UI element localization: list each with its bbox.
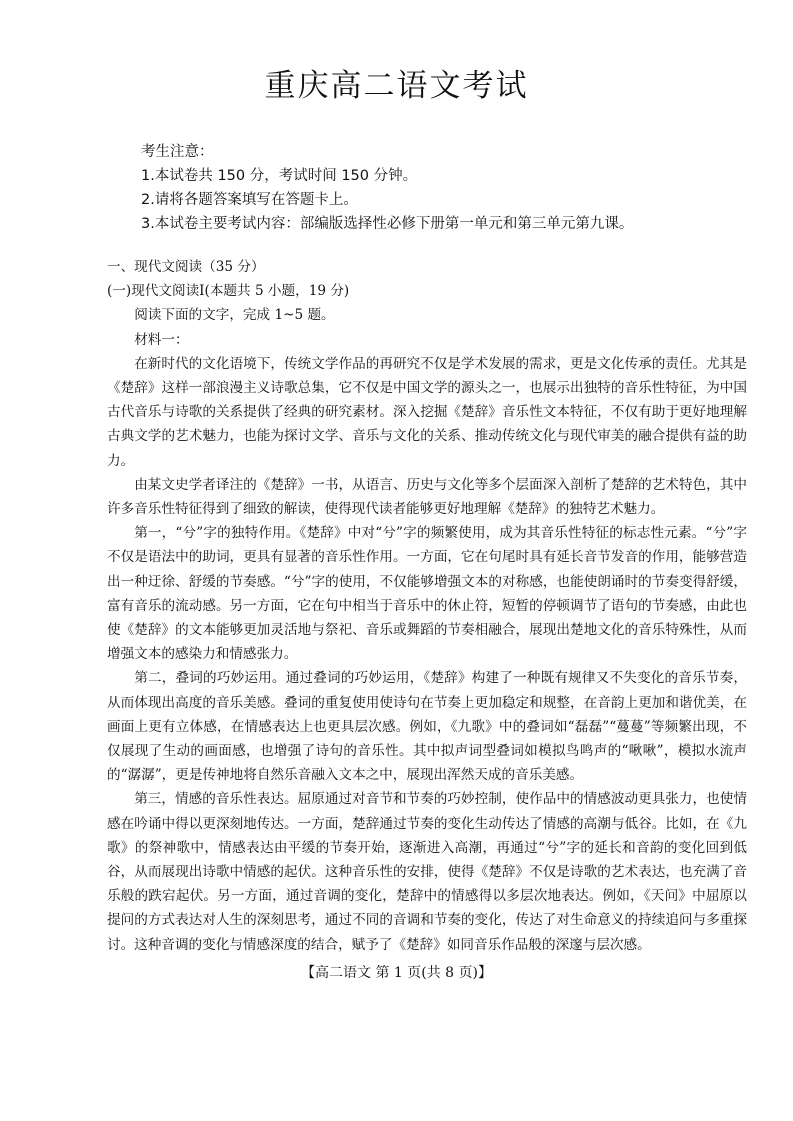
article-paragraph: 第三，情感的音乐性表达。屈原通过对音节和节奏的巧妙控制，使作品中的情感波动更具张力，也使情感在吟诵中得以更深刻地传达。一方面，楚辞通过节奏的变化生动传达了情感的高潮与低谷。比如，在《九歌》的祭神歌中，情感表达由平缓的节奏开始，逐渐进入高潮，再通过“兮”字的延长和音韵的变化回到低谷，从而展现出诗歌中情感的起伏。这种音乐性的安排，使得《楚辞》不仅是诗歌的艺术表达，也充满了音乐般的跌宕起伏。另一方面，通过音调的变化，楚辞中的情感得以多层次地表达。例如，《天问》中屈原以提问的方式表达对人生的深刻思考，通过不同的音调和节奏的变化，传达了对生命意义的持续追问与多重探讨。这种音调的变化与情感深度的结合，赋予了《楚辞》如同音乐作品般的深邃与层次感。 [107, 791, 747, 953]
article-paragraph: 在新时代的文化语境下，传统文学作品的再研究不仅是学术发展的需求，更是文化传承的责任。尤其是《楚辞》这样一部浪漫主义诗歌总集，它不仅是中国文学的源头之一，也展示出独特的音乐性特征，为中国古代音乐与诗歌的关系提供了经典的研究素材。深入挖掘《楚辞》音乐性文本特征，不仅有助于更好地理解古典文学的艺术魅力，也能为探讨文学、音乐与文化的关系、推动传统文化与现代审美的融合提供有益的助力。 [107, 355, 747, 469]
notice-heading: 考生注意： [141, 144, 214, 160]
article-paragraph: 第二，叠词的巧妙运用。通过叠词的巧妙运用，《楚辞》构建了一种既有规律又不失变化的音乐节奏，从而体现出高度的音乐美感。叠词的重复使用使诗句在节奏上更加稳定和规整，在音韵上更加和谐优美，在画面上更有立体感，在情感表达上也更具层次感。例如，《九歌》中的叠词如“磊磊”“蔓蔓”等频繁出现，不仅展现了生动的画面感，也增强了诗句的音乐性。其中拟声词型叠词如模拟鸟鸣声的“啾啾”，模拟水流声的“潺潺”，更是传神地将自然乐音融入文本之中，展现出浑然天成的音乐美感。 [107, 670, 747, 784]
subsection-heading: (一)现代文阅读Ⅰ(本题共 5 小题，19 分) [107, 283, 350, 300]
reading-section [107, 255, 747, 957]
instruction-text: 阅读下面的文字，完成 1~5 题。 [134, 307, 335, 324]
page-title: 重庆高二语文考试 [264, 68, 529, 104]
notice-item: 2.请将各题答案填写在答题卡上。 [141, 192, 358, 208]
page-footer: 【高二语文 第 1 页(共 8 页)】 [301, 965, 492, 981]
article-paragraph: 由某文史学者译注的《楚辞》一书，从语言、历史与文化等多个层面深入剖析了楚辞的艺术特色，其中许多音乐性特征得到了细致的解读，使得现代读者能够更好地理解《楚辞》的独特艺术魅力。 [107, 476, 747, 518]
notice-item: 1.本试卷共 150 分，考试时间 150 分钟。 [141, 168, 418, 184]
section-heading: 一、现代文阅读（35 分） [107, 259, 265, 275]
article-paragraph: 第一，“兮”字的独特作用。《楚辞》中对“兮”字的频繁使用，成为其音乐性特征的标志性元素。“兮”字不仅是语法中的助词，更具有显著的音乐性作用。一方面，它在句尾时具有延长音节发音的作用，能够营造出一种迂徐、舒缓的节奏感。“兮”字的使用，不仅能够增强文本的对称感，也能使朗诵时的节奏变得舒缓，富有音乐的流动感。另一方面，它在句中相当于音乐中的休止符，短暂的停顿调节了语句的节奏感，由此也使《楚辞》的文本能够更加灵活地与祭祀、音乐或舞蹈的节奏相融合，展现出楚地文化的音乐特殊性，从而增强文本的感染力和情感张力。 [107, 525, 747, 663]
exam-notice [141, 140, 633, 236]
notice-item: 3.本试卷主要考试内容：部编版选择性必修下册第一单元和第三单元第九课。 [141, 216, 634, 232]
material-label: 材料一： [134, 331, 189, 348]
